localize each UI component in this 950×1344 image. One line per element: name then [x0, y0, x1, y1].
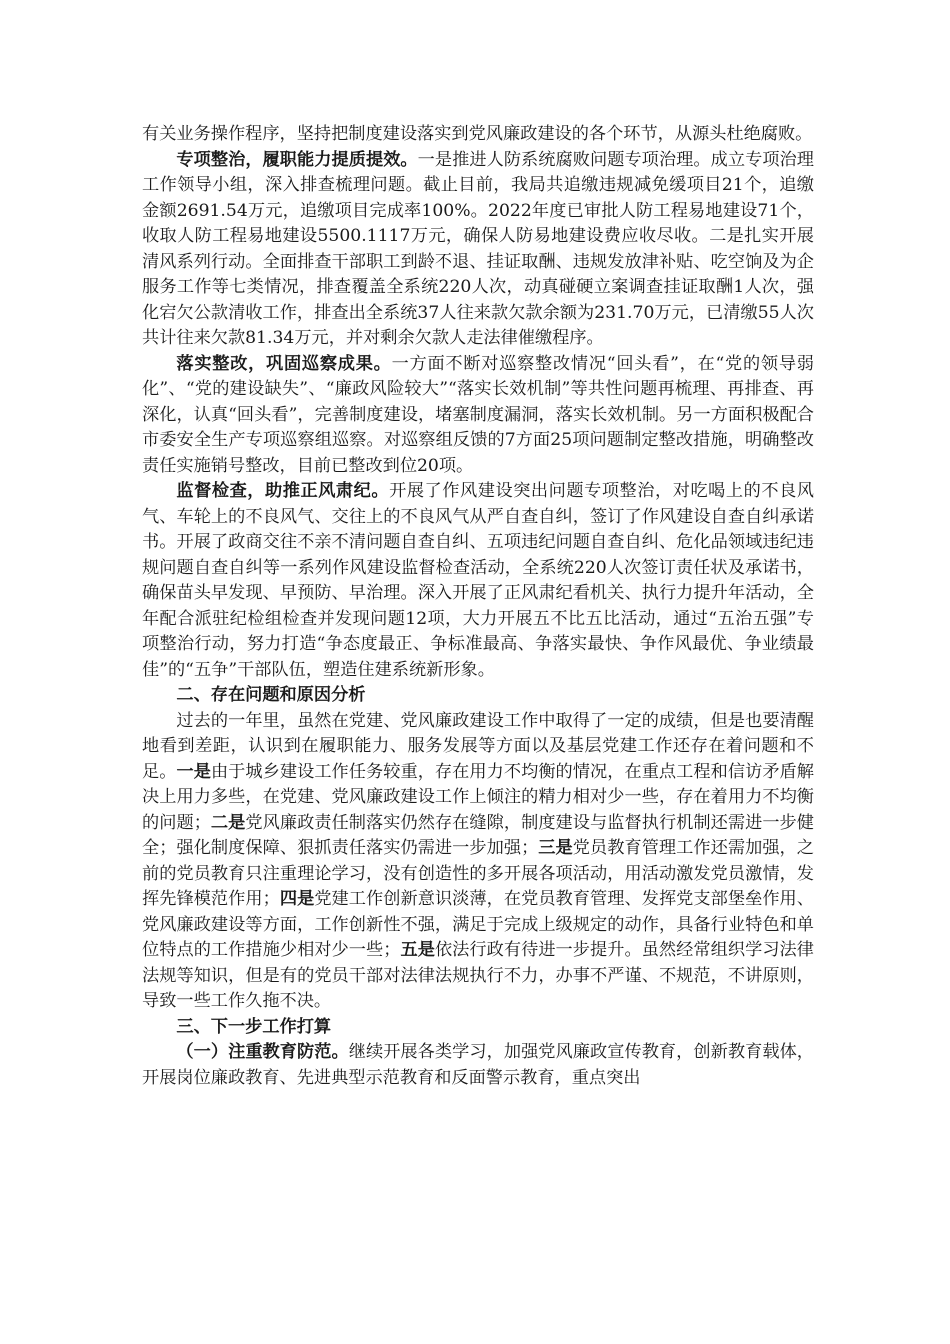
paragraph-heading: 专项整治，履职能力提质提效。: [176, 149, 418, 170]
paragraph-text: 一是推进人防系统腐败问题专项治理。成立专项治理工作领导小组，深入排查梳理问题。截止目前，我局共追缴违规减免缓项目21个，追缴金额2691.54万元，追缴项目完成率100%。2022年度已审批人防工程易地建设71个，收取人防工程易地建设5500.1117万元，确保人防易地建设费应收尽收。二是扎实开展清风系列行动。全面排查干部职工到龄不退、挂证取酬、违规发放津补贴、吃空饷及为企服务工作等七类情况，排查覆盖全系统220人次，动真碰硬立案调查挂证取酬1人次，强化宕欠公款清收工作，排查出全系统37人往来款欠款余额为231.70万元，已清缴55人次共计往来欠款81.34万元，并对剩余欠款人走法律催缴程序。: [142, 149, 814, 348]
point-marker: 三是: [538, 838, 573, 858]
paragraph-text: 一方面不断对巡察整改情况“回头看”，在“党的领导弱化”、“党的建设缺失”、“廉政风险较大”“落实长效机制”等共性问题再梳理、再排查、再深化，认真“回头看”，完善制度建设，堵塞制度漏洞，落实长效机制。另一方面积极配合市委安全生产专项巡察组巡察。对巡察组反馈的7方面25项问题制定整改措施，明确整改责任实施销号整改，目前已整改到位20项。: [142, 353, 814, 476]
paragraph-text: 开展了作风建设突出问题专项整治，对吃喝上的不良风气、车轮上的不良风气、交往上的不良风气从严自查自纠，签订了作风建设自查自纠承诺书。开展了政商交往不亲不清问题自查自纠、五项违纪问题自查自纠、危化品领域违纪违规问题自查自纠等一系列作风建设监督检查活动，全系统220人次签订责任状及承诺书，确保苗头早发现、早预防、早治理。深入开展了正风肃纪看机关、执行力提升年活动，全年配合派驻纪检组检查并发现问题12项，大力开展五不比五比活动，通过“五治五强”专项整治行动，努力打造“争态度最正、争标准最高、争落实最快、争作风最优、争业绩最佳”的“五争”干部队伍，塑造住建系统新形象。: [142, 481, 814, 680]
paragraph-text: 党员教育管理工作还需加强，之前的党员教育只注重理论学习，没有创造性的多开展各项活动，用活动激发党员激情，发挥先锋模范作用；: [142, 838, 814, 909]
paragraph-text: 由于城乡建设工作任务较重，存在用力不均衡的情况，在重点工程和信访矛盾解决上用力多些，在党建、党风廉政建设工作上倾注的精力相对少一些，存在着用力不均衡的问题；: [142, 761, 814, 833]
paragraph-continuation: [142, 122, 814, 148]
section-heading-next-steps: 三、下一步工作打算: [176, 1016, 332, 1037]
paragraph-problems: [142, 709, 814, 1015]
paragraph-text: 继续开展各类学习，加强党风廉政宣传教育，创新教育载体，开展岗位廉政教育、先进典型示范教育和反面警示教育，重点突出: [142, 1042, 814, 1088]
paragraph-inspection-rectification: [142, 352, 814, 480]
paragraph-text: 依法行政有待进一步提升。虽然经常组织学习法律法规等知识，但是有的党员干部对法律法规执行不力，办事不严谨、不规范，不讲原则，导致一些工作久拖不决。: [142, 940, 814, 1011]
section-heading-problems: 二、存在问题和原因分析: [176, 685, 366, 705]
point-marker: 四是: [279, 889, 315, 909]
paragraph-supervision: [142, 479, 814, 683]
paragraph-special-rectification: [142, 148, 814, 352]
paragraph-text: 党建工作创新意识淡薄，在党员教育管理、发挥党支部堡垒作用、党风廉政建设等方面，工作创新性不强，满足于完成上级规定的动作，具备行业特色和单位特点的工作措施少相对少一些；: [142, 889, 814, 960]
paragraph-text: 过去的一年里，虽然在党建、党风廉政建设工作中取得了一定的成绩，但是也要清醒地看到差距，认识到在履职能力、服务发展等方面以及基层党建工作还存在着问题和不足。: [142, 710, 814, 782]
paragraph-text: 有关业务操作程序，坚持把制度建设落实到党风廉政建设的各个环节，从源头杜绝腐败。: [142, 124, 813, 144]
paragraph-heading: （一）注重教育防范。: [176, 1042, 349, 1062]
point-marker: 五是: [400, 940, 435, 960]
paragraph-heading: 落实整改，巩固巡察成果。: [176, 353, 392, 374]
paragraph-text: 党风廉政责任制落实仍然存在缝隙，制度建设与监督执行机制还需进一步健全；强化制度保障、狠抓责任落实仍需进一步加强；: [142, 812, 814, 858]
point-marker: 二是: [210, 812, 246, 833]
paragraph-heading: 监督检查，助推正风肃纪。: [176, 481, 390, 501]
document-page: [142, 122, 814, 1091]
paragraph-education: [142, 1040, 814, 1091]
point-marker: 一是: [176, 761, 211, 782]
